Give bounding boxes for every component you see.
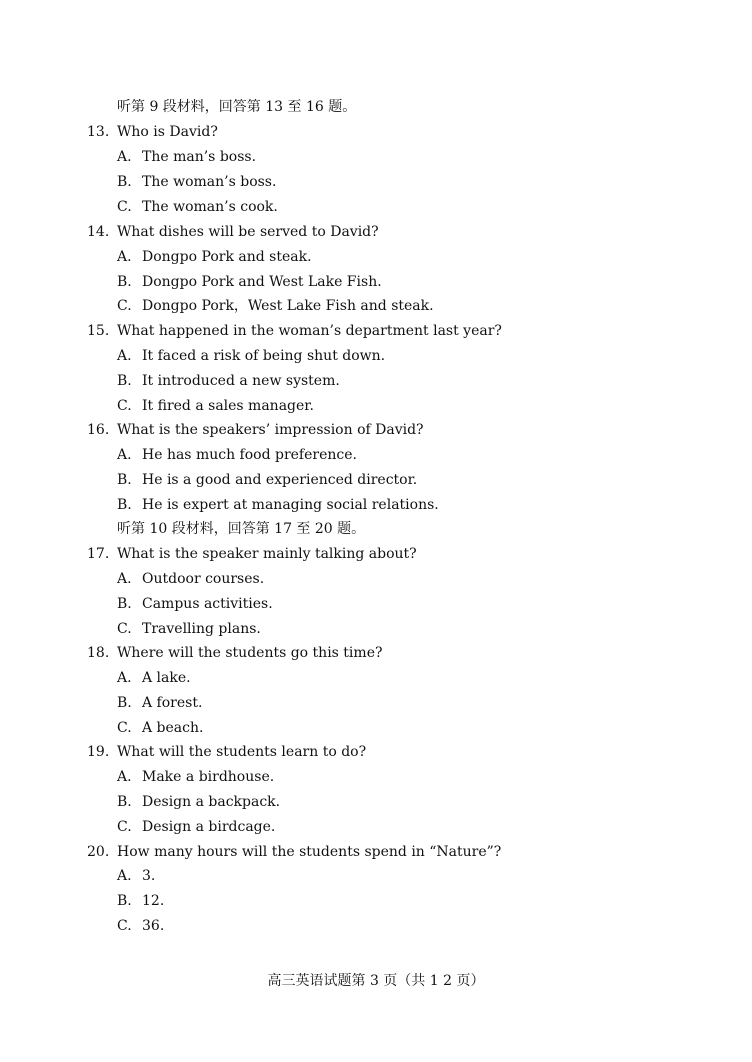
question-number: 13. — [87, 124, 110, 140]
option-text: 12. — [142, 893, 165, 909]
option-letter: A. — [117, 769, 132, 785]
option-text: Make a birdhouse. — [142, 769, 275, 785]
option-letter: A. — [117, 149, 132, 165]
question-text: What happened in the woman’s department last year? — [117, 323, 502, 339]
question-number: 17. — [87, 546, 110, 562]
option-letter: B. — [117, 497, 132, 513]
option-letter: B. — [117, 695, 132, 711]
question-number: 14. — [87, 224, 110, 240]
option-letter: C. — [117, 720, 132, 736]
option-text: Dongpo Pork，West Lake Fish and steak. — [142, 298, 434, 314]
option-text: A beach. — [142, 720, 204, 736]
option-text: He is a good and experienced director. — [142, 472, 418, 488]
question-text: How many hours will the students spend in “Nature”? — [117, 844, 502, 860]
option-text: The woman’s boss. — [142, 174, 277, 190]
option-letter: B. — [117, 596, 132, 612]
option-letter: C. — [117, 918, 132, 934]
option-letter: A. — [117, 670, 132, 686]
option-text: A lake. — [142, 670, 191, 686]
option-letter: A. — [117, 571, 132, 587]
option-text: It introduced a new system. — [142, 373, 340, 389]
option-letter: C. — [117, 819, 132, 835]
option-text: He has much food preference. — [142, 447, 357, 463]
question-number: 19. — [87, 744, 110, 760]
option-letter: A. — [117, 348, 132, 364]
option-letter: B. — [117, 174, 132, 190]
option-text: He is expert at managing social relations. — [142, 497, 439, 513]
question-number: 18. — [87, 645, 110, 661]
question-text: What is the speakers’ impression of David? — [117, 422, 424, 438]
option-letter: B. — [117, 472, 132, 488]
question-number: 20. — [87, 844, 110, 860]
option-text: It fired a sales manager. — [142, 398, 314, 414]
question-number: 16. — [87, 422, 110, 438]
option-text: Travelling plans. — [142, 621, 261, 637]
section-instruction: 听第 10 段材料，回答第 17 至 20 题。 — [117, 521, 366, 537]
option-letter: C. — [117, 398, 132, 414]
question-number: 15. — [87, 323, 110, 339]
option-text: 36. — [142, 918, 165, 934]
option-text: 3. — [142, 868, 156, 884]
option-letter: B. — [117, 373, 132, 389]
option-letter: B. — [117, 274, 132, 290]
question-text: What is the speaker mainly talking about? — [117, 546, 417, 562]
option-text: The man’s boss. — [142, 149, 257, 165]
option-letter: C. — [117, 298, 132, 314]
option-text: Dongpo Pork and West Lake Fish. — [142, 274, 382, 290]
section-instruction: 听第 9 段材料，回答第 13 至 16 题。 — [117, 99, 357, 115]
option-text: Design a backpack. — [142, 794, 281, 810]
option-text: The woman’s cook. — [142, 199, 278, 215]
option-letter: B. — [117, 893, 132, 909]
option-letter: A. — [117, 868, 132, 884]
question-text: Who is David? — [117, 124, 218, 140]
option-letter: B. — [117, 794, 132, 810]
page-footer: 高三英语试题第 3 页（共 1 2 页） — [267, 973, 485, 989]
option-text: It faced a risk of being shut down. — [142, 348, 386, 364]
question-text: What dishes will be served to David? — [117, 224, 379, 240]
question-text: Where will the students go this time? — [117, 645, 383, 661]
option-text: Outdoor courses. — [142, 571, 265, 587]
option-text: Design a birdcage. — [142, 819, 276, 835]
option-text: Campus activities. — [142, 596, 273, 612]
question-text: What will the students learn to do? — [117, 744, 367, 760]
option-text: A forest. — [142, 695, 203, 711]
option-letter: C. — [117, 199, 132, 215]
option-text: Dongpo Pork and steak. — [142, 249, 312, 265]
option-letter: A. — [117, 249, 132, 265]
option-letter: A. — [117, 447, 132, 463]
option-letter: C. — [117, 621, 132, 637]
